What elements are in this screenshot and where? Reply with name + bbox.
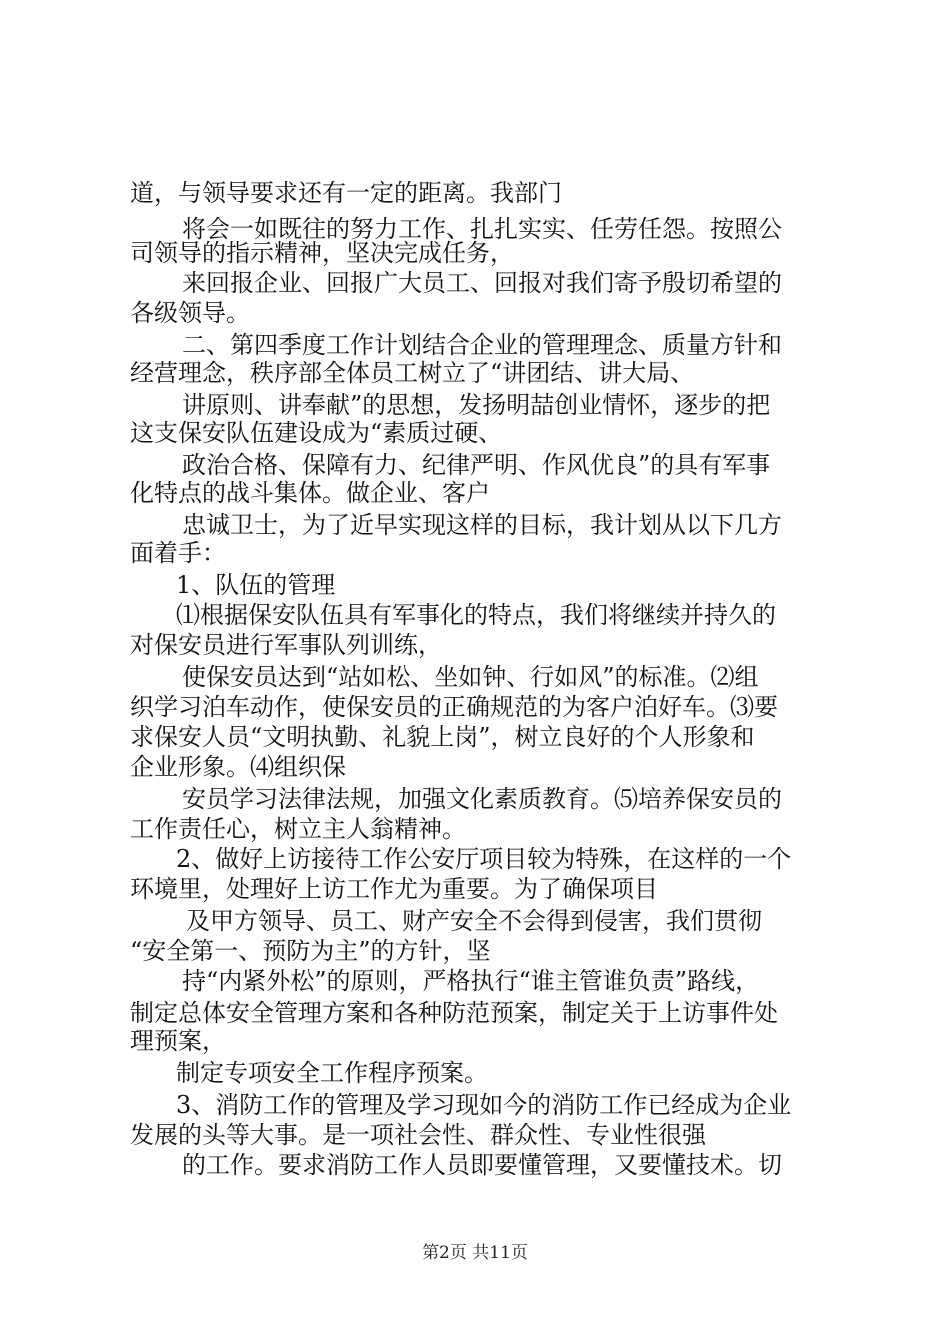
text-line: 各级领导。 (130, 299, 250, 327)
text-line: 理预案， (130, 1027, 226, 1055)
text-line: 讲原则、讲奉献”的思想，发扬明喆创业情怀，逐步的把 (182, 391, 771, 419)
text-line: 工作责任心，树立主人翁精神。 (130, 815, 466, 843)
text-line: 安员学习法律法规，加强文化素质教育。⑸培养保安员的 (182, 785, 782, 813)
text-line: 使保安员达到“站如松、坐如钟、行如风”的标准。⑵组 (182, 663, 759, 691)
text-line: 求保安人员“文明执勤、礼貌上岗”，树立良好的个人形象和 (130, 723, 755, 751)
text-line: 3、消防工作的管理及学习现如今的消防工作已经成为企业 (176, 1091, 792, 1119)
text-line: 持“内紧外松”的原则，严格执行“谁主管谁负责”路线， (182, 967, 760, 995)
text-line: 制定总体安全管理方案和各种防范预案，制定关于上访事件处 (130, 999, 778, 1027)
text-line: “安全第一、预防为主”的方针，坚 (130, 937, 491, 965)
text-line: 面着手： (130, 539, 226, 567)
text-line: 织学习泊车动作，使保安员的正确规范的为客户泊好车。⑶要 (130, 693, 778, 721)
text-line: 对保安员进行军事队列训练， (130, 631, 442, 659)
text-line: 政治合格、保障有力、纪律严明、作风优良”的具有军事 (182, 451, 771, 479)
text-line: 来回报企业、回报广大员工、回报对我们寄予殷切希望的 (182, 269, 782, 297)
text-line: 这支保安队伍建设成为“素质过硬、 (130, 419, 503, 447)
text-line: 经营理念，秩序部全体员工树立了“讲团结、讲大局、 (130, 359, 695, 387)
page-number: 第2页 共11页 (422, 1243, 528, 1263)
text-line: 及甲方领导、员工、财产安全不会得到侵害，我们贯彻 (186, 907, 762, 935)
text-line: ⑴根据保安队伍具有军事化的特点，我们将继续并持久的 (176, 601, 776, 629)
text-line: 道，与领导要求还有一定的距离。我部门 (130, 179, 562, 207)
text-line: 1、队伍的管理 (176, 571, 336, 599)
text-line: 环境里，处理好上访工作尤为重要。为了确保项目 (130, 875, 658, 903)
text-line: 制定专项安全工作程序预案。 (176, 1059, 488, 1087)
text-line: 的工作。要求消防工作人员即要懂管理，又要懂技术。切 (182, 1151, 782, 1179)
text-line: 二、第四季度工作计划结合企业的管理理念、质量方针和 (182, 331, 782, 359)
text-line: 将会一如既往的努力工作、扎扎实实、任劳任怨。按照公 (182, 215, 782, 243)
text-line: 忠诚卫士，为了近早实现这样的目标，我计划从以下几方 (182, 511, 782, 539)
text-line: 发展的头等大事。是一项社会性、群众性、专业性很强 (130, 1121, 706, 1149)
text-line: 2、做好上访接待工作公安厅项目较为特殊，在这样的一个 (176, 845, 792, 873)
text-line: 司领导的指示精神，坚决完成任务， (130, 239, 514, 267)
text-line: 企业形象。⑷组织保 (130, 753, 346, 781)
text-line: 化特点的战斗集体。做企业、客户 (130, 479, 490, 507)
